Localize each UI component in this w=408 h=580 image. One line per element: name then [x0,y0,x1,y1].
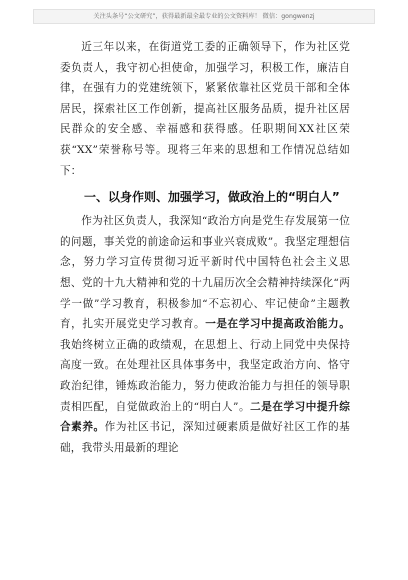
section-heading-1: 一、以身作则、加强学习，做政治上的“明白人” [84,190,340,205]
point-two-heading: 二是在学习中提升综合素养。 [60,400,350,434]
document-body [60,37,350,458]
section-1-text-c: 我始终树立正确的政绩观，在思想上、行动上同党中央保持高度一致。在处理社区具体事务中，我坚定政治方向、恪守政治纪律，锤炼政治能力，努力使政治能力与担任的领导职责相匹配，自觉做政治上的“明白人”。 [60,338,350,413]
point-one-heading: 一是在学习中提高政治能力。 [205,318,350,331]
section-1-text-e: 作为社区书记，深知过硬素质是做好社区工作的基础，我带头用最新的理论 [60,421,350,454]
header-banner: 关注头条号“公文研究”，获得最新最全最专业的公文资料库！ 微信：gongwenzj [33,9,375,24]
section-1-text-a: 作为社区负责人，我深知“政治方向是党生存发展第一位的问题，事关党的前途命运和事业兴衰成败”。我坚定理想信念，努力学习宣传贯彻习近平新时代中国特色社会主义思想、党的十九大精神和党的十九届历次全会精神持续深化“两学一做”学习教育，积极参加“不忘初心、牢记使命”主题教育，扎实开展党史学习教育。 [60,215,350,331]
intro-paragraph: 近三年以来，在街道党工委的正确领导下，作为社区党委负责人，我守初心担使命，加强学习，积极工作，廉洁自律，在强有力的党建统领下，紧紧依靠社区党员干部和全体居民，探索社区工作创新，提高社区服务品质，提升社区居民群众的安全感、幸福感和获得感。任职期间XX社区荣获“XX”荣誉称号等。现将三年来的思想和工作情况总结如下： [60,41,350,177]
section-1-paragraph [60,211,350,458]
